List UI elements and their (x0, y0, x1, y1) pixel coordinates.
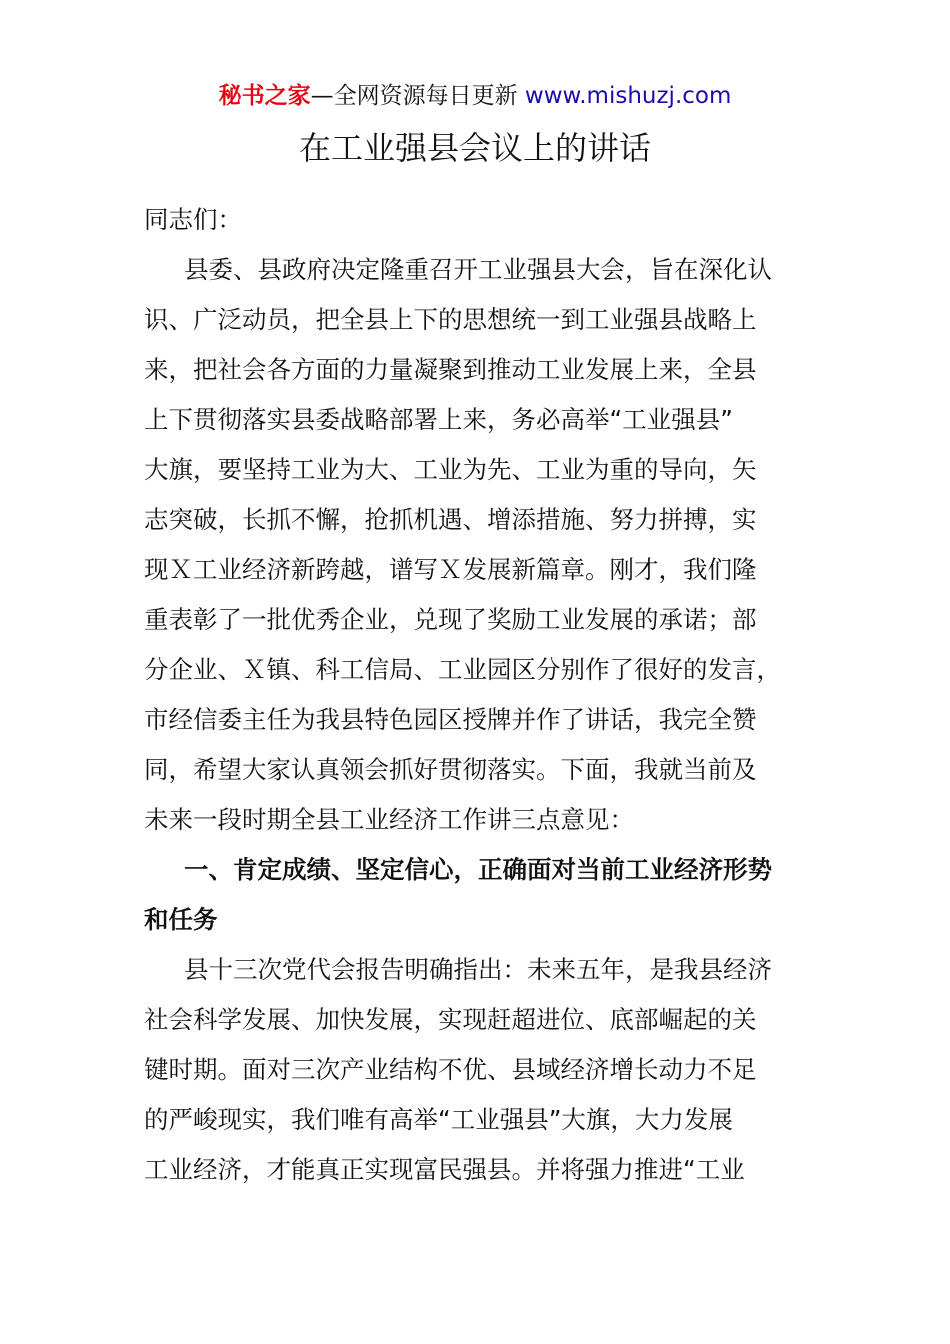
paragraph-line: 重表彰了一批优秀企业，兑现了奖励工业发展的承诺；部 (144, 605, 757, 634)
paragraph-line: 大旗，要坚持工业为大、工业为先、工业为重的导向，矢 (144, 455, 757, 484)
document-title: 在工业强县会议上的讲话 (298, 129, 651, 167)
site-header (0, 80, 950, 112)
section-heading-continued: 和任务 (144, 905, 218, 934)
paragraph-line: 键时期。面对三次产业结构不优、县域经济增长动力不足 (144, 1055, 757, 1084)
site-brand: 秘书之家 (218, 83, 311, 109)
paragraph-line: 上下贯彻落实县委战略部署上来，务必高举“工业强县” (144, 405, 733, 434)
paragraph-line: 的严峻现实，我们唯有高举“工业强县”大旗，大力发展 (144, 1105, 733, 1134)
paragraph-line: 现Ｘ工业经济新跨越，谱写Ｘ发展新篇章。刚才，我们隆 (144, 555, 757, 584)
salutation: 同志们： (144, 205, 242, 234)
paragraph-line: 分企业、Ｘ镇、科工信局、工业园区分别作了很好的发言， (144, 655, 781, 684)
section-heading: 一、肯定成绩、坚定信心，正确面对当前工业经济形势 (184, 855, 772, 884)
paragraph-line: 市经信委主任为我县特色园区授牌并作了讲话，我完全赞 (144, 705, 757, 734)
paragraph-line: 工业经济，才能真正实现富民强县。并将强力推进“工业 (144, 1155, 745, 1184)
site-tagline: —全网资源每日更新 (310, 83, 525, 109)
paragraph-line: 未来一段时期全县工业经济工作讲三点意见： (144, 805, 634, 834)
paragraph-line: 县委、县政府决定隆重召开工业强县大会，旨在深化认 (184, 255, 772, 284)
site-url-link[interactable]: www.mishuzj.com (524, 83, 732, 109)
document-body (144, 195, 808, 1195)
paragraph-line: 同，希望大家认真领会抓好贯彻落实。下面，我就当前及 (144, 755, 757, 784)
paragraph-line: 来，把社会各方面的力量凝聚到推动工业发展上来，全县 (144, 355, 757, 384)
paragraph-line: 志突破，长抓不懈，抢抓机遇、增添措施、努力拼搏，实 (144, 505, 757, 534)
paragraph-line: 社会科学发展、加快发展，实现赶超进位、底部崛起的关 (144, 1005, 757, 1034)
paragraph-line: 县十三次党代会报告明确指出：未来五年，是我县经济 (184, 955, 772, 984)
paragraph-line: 识、广泛动员，把全县上下的思想统一到工业强县战略上 (144, 305, 757, 334)
